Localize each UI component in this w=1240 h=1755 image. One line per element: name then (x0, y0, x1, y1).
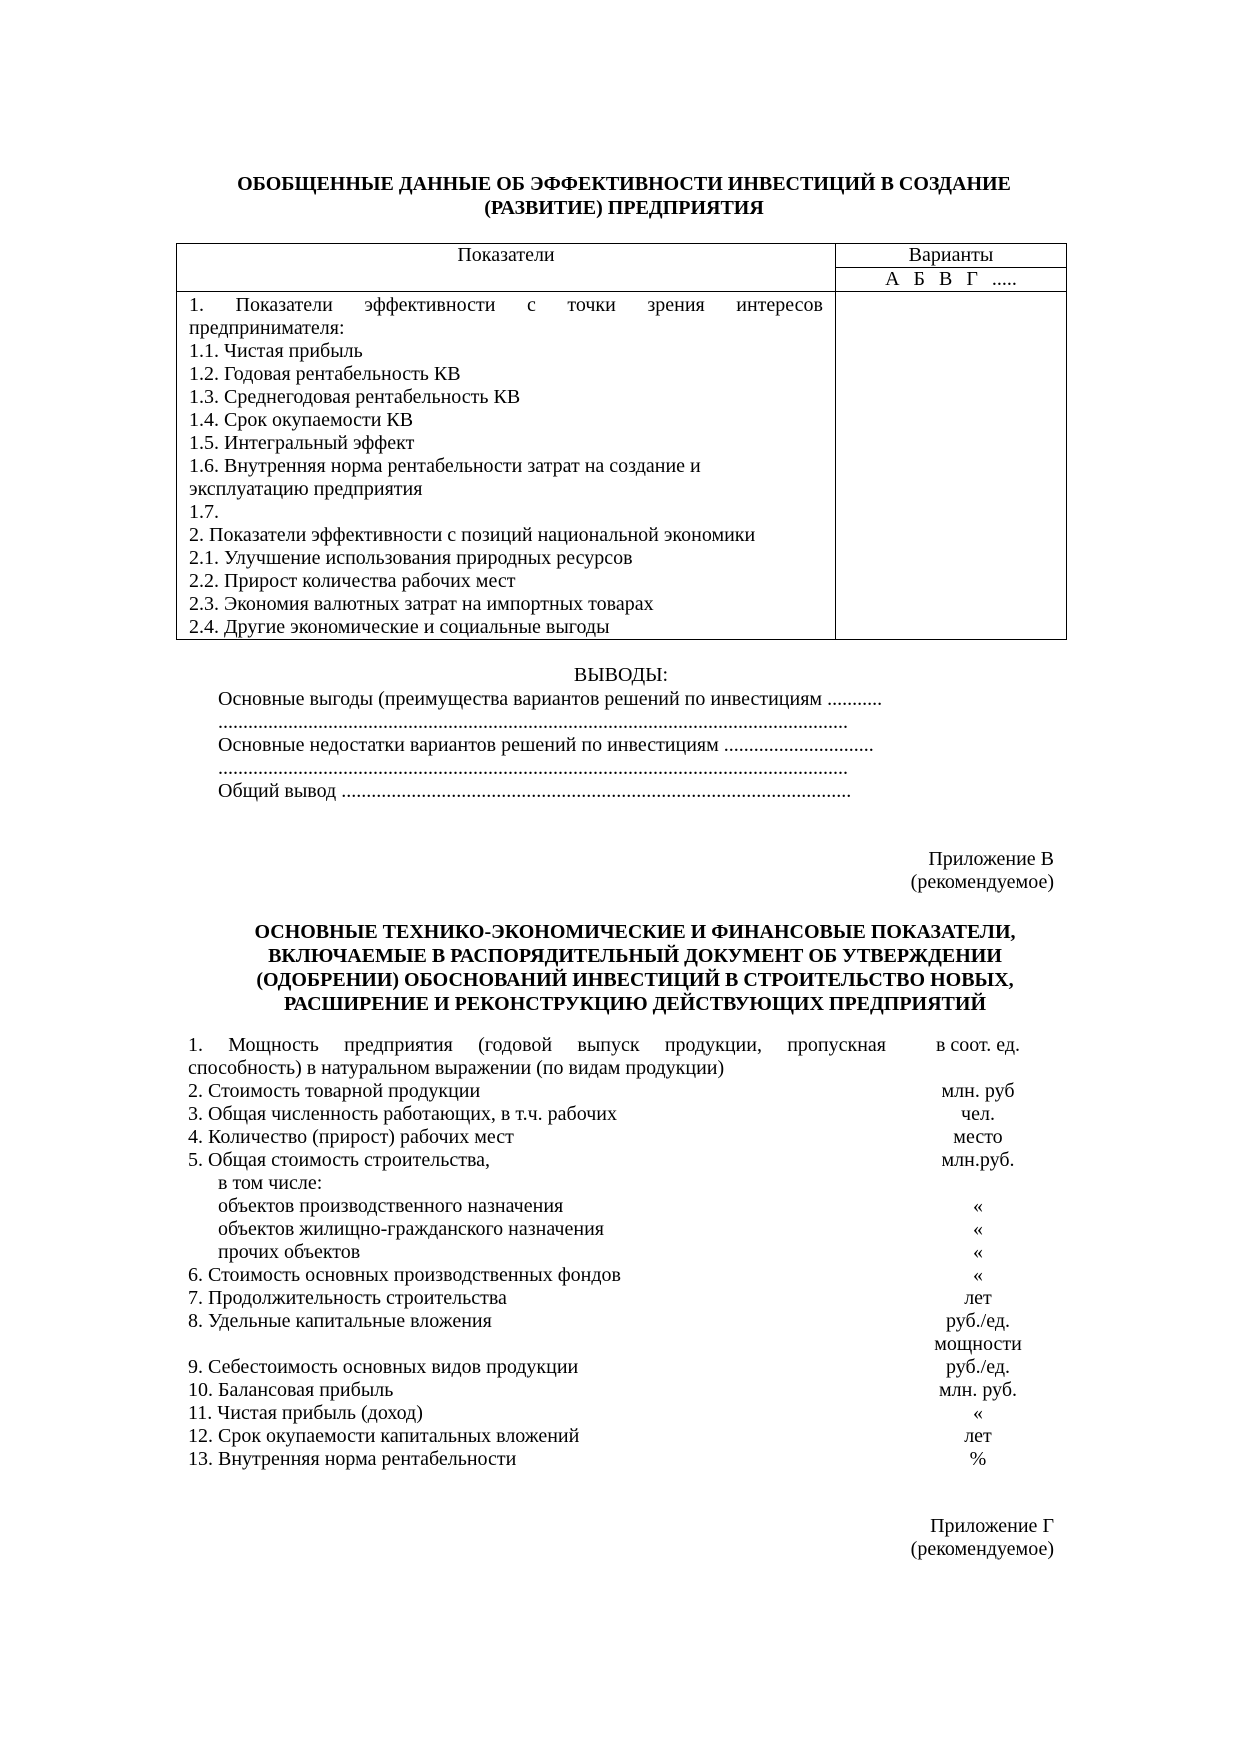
variant-a: А (885, 268, 900, 290)
indicator-row: 2. Показатели эффективности с позиций национальной экономики (189, 524, 756, 546)
list-item (188, 1241, 1028, 1264)
indicator-row: 1.6. Внутренняя норма рентабельности затрат на создание и (189, 455, 701, 477)
item-unit: « (973, 1264, 983, 1286)
item-unit: лет (964, 1287, 992, 1309)
list-item (188, 1057, 1028, 1080)
item-label: 3. Общая численность работающих, в т.ч. рабочих (188, 1103, 617, 1125)
list-item (188, 1080, 1028, 1103)
indicator-row: 1.1. Чистая прибыль (189, 340, 363, 362)
item-unit: млн.руб. (941, 1149, 1015, 1171)
item-unit: место (953, 1126, 1003, 1148)
list-item (188, 1195, 1028, 1218)
appendix-v-label: Приложение В (928, 848, 1054, 870)
efficiency-table (176, 243, 1067, 640)
section2-title-line1: ОСНОВНЫЕ ТЕХНИКО-ЭКОНОМИЧЕСКИЕ И ФИНАНСОВЫЕ ПОКАЗАТЕЛИ, (254, 921, 1016, 943)
list-item (188, 1126, 1028, 1149)
indicator-row: 1.4. Срок окупаемости КВ (189, 409, 414, 431)
item-unit: млн. руб (941, 1080, 1015, 1102)
item-unit: « (973, 1241, 983, 1263)
conclusion-general: Общий вывод ...................................................................................................... (218, 780, 852, 802)
section2-title-line4: РАСШИРЕНИЕ И РЕКОНСТРУКЦИЮ ДЕЙСТВУЮЩИХ ПРЕДПРИЯТИЙ (283, 993, 987, 1015)
item-unit: « (973, 1218, 983, 1240)
item-label: способность) в натуральном выражении (по видам продукции) (188, 1057, 725, 1079)
item-unit: % (969, 1448, 987, 1470)
variants-values-cell (836, 292, 1067, 640)
item-label: объектов производственного назначения (218, 1195, 564, 1217)
list-item (188, 1310, 1028, 1333)
list-item (188, 1103, 1028, 1126)
list-item (188, 1264, 1028, 1287)
variant-v: В (939, 268, 953, 290)
section2-title-line2: ВКЛЮЧАЕМЫЕ В РАСПОРЯДИТЕЛЬНЫЙ ДОКУМЕНТ ОБ УТВЕРЖДЕНИИ (268, 945, 1002, 967)
conclusions-title: ВЫВОДЫ: (573, 664, 669, 686)
item-label: 10. Балансовая прибыль (188, 1379, 394, 1401)
header-variants: Варианты (836, 244, 1066, 268)
list-item (188, 1379, 1028, 1402)
list-item (188, 1172, 1028, 1195)
appendix-g-label: Приложение Г (930, 1515, 1054, 1537)
list-item (188, 1425, 1028, 1448)
indicator-row: 1.5. Интегральный эффект (189, 432, 415, 454)
item-label: 9. Себестоимость основных видов продукции (188, 1356, 579, 1378)
item-unit: чел. (961, 1103, 995, 1125)
variant-g: Г (966, 268, 978, 290)
indicators-list (188, 1034, 1028, 1471)
item-unit: « (973, 1195, 983, 1217)
indicator-row: эксплуатацию предприятия (189, 478, 423, 500)
item-label: 2. Стоимость товарной продукции (188, 1080, 481, 1102)
indicator-row: 2.1. Улучшение использования природных ресурсов (189, 547, 633, 569)
list-item (188, 1287, 1028, 1310)
conclusion-drawbacks: Основные недостатки вариантов решений по инвестициям .............................. (218, 734, 874, 756)
indicator-row: 2.2. Прирост количества рабочих мест (189, 570, 516, 592)
header-indicators: Показатели (177, 244, 836, 292)
appendix-v-note: (рекомендуемое) (910, 871, 1054, 893)
item-label: 8. Удельные капитальные вложения (188, 1310, 492, 1332)
item-label: 4. Количество (прирост) рабочих мест (188, 1126, 514, 1148)
item-unit: мощности (934, 1333, 1022, 1355)
indicator-row: 2.4. Другие экономические и социальные выгоды (189, 616, 610, 638)
section2-title-line3: (ОДОБРЕНИИ) ОБОСНОВАНИЙ ИНВЕСТИЦИЙ В СТРОИТЕЛЬСТВО НОВЫХ, (256, 969, 1014, 991)
item-label: 7. Продолжительность строительства (188, 1287, 507, 1309)
indicator-row: 1.7. (189, 501, 219, 523)
variant-b: Б (913, 268, 926, 290)
item-label: объектов жилищно-гражданского назначения (218, 1218, 604, 1240)
list-item (188, 1333, 1028, 1356)
list-item (188, 1149, 1028, 1172)
item-unit: млн. руб. (939, 1379, 1017, 1401)
header-variants-cell (836, 244, 1067, 292)
item-label: в том числе: (218, 1172, 323, 1194)
item-label: 6. Стоимость основных производственных фондов (188, 1264, 621, 1286)
indicator-list-cell (177, 292, 836, 640)
appendix-g-note: (рекомендуемое) (910, 1538, 1054, 1560)
section1-title-line1: ОБОБЩЕННЫЕ ДАННЫЕ ОБ ЭФФЕКТИВНОСТИ ИНВЕСТИЦИЙ В СОЗДАНИЕ (237, 173, 1011, 195)
conclusion-dots-1: .............................................................................................................................. (218, 711, 848, 733)
variant-more: ..... (991, 268, 1017, 290)
list-item (188, 1448, 1028, 1471)
item-label: 5. Общая стоимость строительства, (188, 1149, 491, 1171)
variant-letters (836, 268, 1066, 291)
indicator-row: 2.3. Экономия валютных затрат на импортных товарах (189, 593, 654, 615)
item-unit: лет (964, 1425, 992, 1447)
list-item (188, 1356, 1028, 1379)
item-unit: « (973, 1402, 983, 1424)
section1-title-line2: (РАЗВИТИЕ) ПРЕДПРИЯТИЯ (484, 197, 764, 219)
section1-title (176, 172, 1072, 220)
indicator-row: 1.2. Годовая рентабельность КВ (189, 363, 461, 385)
section2-title (210, 920, 1060, 1016)
item-label: 12. Срок окупаемости капитальных вложений (188, 1425, 580, 1447)
conclusion-benefits: Основные выгоды (преимущества вариантов решений по инвестициям ........... (218, 688, 883, 710)
list-item (188, 1402, 1028, 1425)
list-item (188, 1218, 1028, 1241)
conclusion-dots-2: .............................................................................................................................. (218, 757, 848, 779)
item-label: 1. Мощность предприятия (годовой выпуск продукции, пропускная (188, 1034, 886, 1056)
item-unit: руб./ед. (946, 1356, 1010, 1378)
item-label: 13. Внутренняя норма рентабельности (188, 1448, 517, 1470)
indicator-row: 1. Показатели эффективности с точки зрения интересов (189, 294, 823, 316)
item-label: 11. Чистая прибыль (доход) (188, 1402, 423, 1424)
item-unit: в соот. ед. (935, 1034, 1021, 1056)
item-label: прочих объектов (218, 1241, 361, 1263)
indicator-row: 1.3. Среднегодовая рентабельность КВ (189, 386, 521, 408)
item-unit: руб./ед. (946, 1310, 1010, 1332)
list-item (188, 1034, 1028, 1057)
indicator-row: предпринимателя: (189, 317, 345, 339)
